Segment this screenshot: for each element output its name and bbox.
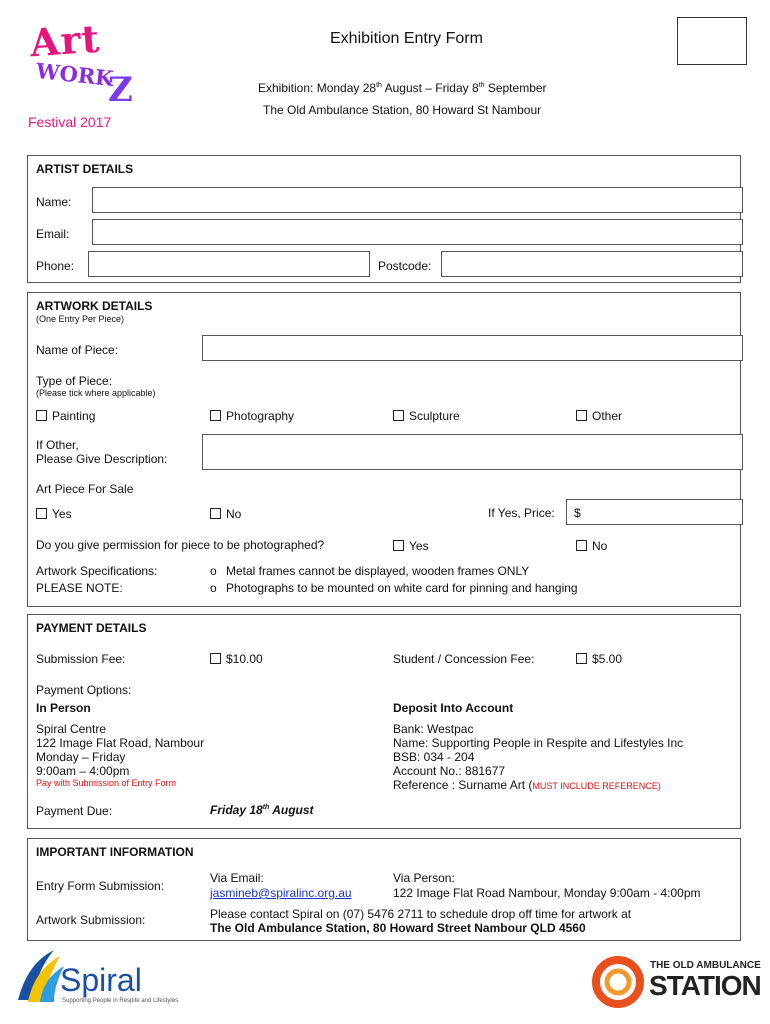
person-line-3: Monday – Friday: [36, 750, 126, 764]
entry-submission-label: Entry Form Submission:: [36, 879, 165, 893]
in-person-heading: In Person: [36, 701, 91, 715]
painting-label: Painting: [52, 409, 96, 423]
logo-z: Z: [108, 70, 133, 110]
important-heading: IMPORTANT INFORMATION: [36, 845, 194, 859]
photography-label: Photography: [226, 409, 295, 423]
for-sale-no-label: No: [226, 507, 242, 521]
for-sale-yes-label: Yes: [52, 507, 72, 521]
phone-field[interactable]: [88, 251, 370, 277]
concession-fee-checkbox[interactable]: [576, 653, 587, 664]
email-link[interactable]: jasmineb@spiralinc.org.au: [210, 886, 352, 900]
important-info-section: [27, 838, 741, 941]
tick-note: (Please tick where applicable): [36, 388, 156, 398]
due-b: August: [269, 803, 314, 817]
artist-heading: ARTIST DETAILS: [36, 162, 134, 176]
if-other-label-1: If Other,: [36, 438, 79, 452]
logo-art: Art: [28, 15, 102, 66]
permission-question: Do you give permission for piece to be photographed?: [36, 538, 325, 552]
payment-due-value: [210, 803, 314, 817]
phone-label: Phone:: [36, 259, 75, 273]
payment-due-label: Payment Due:: [36, 804, 113, 818]
other-description-field[interactable]: [202, 434, 743, 470]
submission-fee-label: Submission Fee:: [36, 652, 126, 666]
logo-festival: Festival 2017: [28, 114, 112, 130]
permission-yes-checkbox[interactable]: [393, 540, 404, 551]
payment-options-label: Payment Options:: [36, 683, 132, 697]
concession-fee-value: $5.00: [592, 652, 623, 666]
for-sale-yes-option[interactable]: [36, 507, 72, 521]
dates-suffix: September: [484, 81, 547, 95]
other-checkbox[interactable]: [576, 410, 587, 421]
for-sale-no-option[interactable]: [210, 507, 241, 521]
exhibition-dates: [258, 81, 547, 95]
due-sup: th: [262, 804, 270, 811]
artwork-details-section: [27, 292, 741, 607]
please-note-label: PLEASE NOTE:: [36, 581, 123, 595]
spiral-swirl-icon: [14, 948, 66, 1006]
artist-details-section: [27, 155, 741, 283]
due-a: Friday 18: [210, 803, 263, 817]
reference-line: [393, 778, 661, 792]
type-sculpture-option[interactable]: [393, 409, 460, 423]
price-label: If Yes, Price:: [488, 506, 555, 520]
spiral-tagline: Supporting People in Respite and Lifestyles: [62, 998, 179, 1004]
concession-fee-option[interactable]: [576, 652, 622, 666]
venue: The Old Ambulance Station, 80 Howard St Nambour: [263, 103, 542, 117]
permission-no-checkbox[interactable]: [576, 540, 587, 551]
payment-details-section: [27, 614, 741, 829]
dates-mid: August – Friday 8: [381, 81, 479, 95]
permission-no-label: No: [592, 539, 608, 553]
deposit-heading: Deposit Into Account: [393, 701, 514, 715]
type-photography-option[interactable]: [210, 409, 294, 423]
dates-prefix: Exhibition: Monday 28: [258, 81, 377, 95]
reference-text: Reference : Surname Art (: [393, 778, 533, 792]
sculpture-checkbox[interactable]: [393, 410, 404, 421]
bank-line-2: Name: Supporting People in Respite and Lifestyles Inc: [393, 736, 684, 750]
via-person-label: Via Person:: [393, 871, 455, 885]
type-piece-label: Type of Piece:: [36, 374, 113, 388]
spec-text-1: Metal frames cannot be displayed, wooden frames ONLY: [226, 564, 530, 578]
type-other-option[interactable]: [576, 409, 622, 423]
bank-line-4: Account No.: 881677: [393, 764, 506, 778]
name-piece-label: Name of Piece:: [36, 343, 119, 357]
postcode-label: Postcode:: [378, 259, 432, 273]
for-sale-label: Art Piece For Sale: [36, 482, 134, 496]
person-note: Pay with Submission of Entry Form: [36, 778, 177, 788]
submission-fee-value: $10.00: [226, 652, 263, 666]
concession-label: Student / Concession Fee:: [393, 652, 535, 666]
photography-checkbox[interactable]: [210, 410, 221, 421]
permission-no-option[interactable]: [576, 539, 607, 553]
name-piece-field[interactable]: [202, 335, 743, 361]
station-line-2: STATION: [649, 970, 761, 1001]
for-sale-yes-checkbox[interactable]: [36, 508, 47, 519]
payment-heading: PAYMENT DETAILS: [36, 621, 147, 635]
sup-th: th: [376, 82, 382, 89]
station-line-1: THE OLD AMBULANCE: [650, 960, 761, 971]
submission-fee-option[interactable]: [210, 652, 263, 666]
logo-work: WORK: [34, 58, 115, 91]
if-other-label-2: Please Give Description:: [36, 452, 168, 466]
festival-logo: [28, 15, 143, 133]
price-field[interactable]: [566, 499, 743, 525]
permission-yes-label: Yes: [409, 539, 429, 553]
spec-label: Artwork Specifications:: [36, 564, 158, 578]
person-address: 122 Image Flat Road Nambour, Monday 9:00am - 4:00pm: [393, 886, 701, 900]
permission-yes-option[interactable]: [393, 539, 429, 553]
spiral-logo: [14, 948, 189, 1008]
name-label: Name:: [36, 195, 72, 209]
bank-line-3: BSB: 034 - 204: [393, 750, 475, 764]
submission-fee-checkbox[interactable]: [210, 653, 221, 664]
sculpture-label: Sculpture: [409, 409, 460, 423]
page-title: Exhibition Entry Form: [330, 30, 483, 47]
name-field[interactable]: [92, 187, 743, 213]
bullet-2: o: [210, 581, 217, 595]
reference-note: MUST INCLUDE REFERENCE): [532, 781, 661, 791]
spec-item-1: [210, 564, 529, 578]
email-field[interactable]: [92, 219, 743, 245]
office-use-box: [677, 17, 747, 65]
spec-text-2: Photographs to be mounted on white card for pinning and hanging: [226, 581, 578, 595]
artwork-heading: ARTWORK DETAILS: [36, 299, 153, 313]
sup-th-2: th: [478, 82, 485, 89]
bullet-1: o: [210, 564, 217, 578]
spiral-wordmark: Spiral: [60, 962, 142, 998]
via-email-label: Via Email:: [210, 871, 264, 885]
contact-text: Please contact Spiral on (07) 5476 2711 to schedule drop off time for artwork at: [210, 907, 632, 921]
station-circle-icon: [592, 956, 644, 1008]
artwork-subheading: (One Entry Per Piece): [36, 314, 125, 324]
person-line-2: 122 Image Flat Road, Nambour: [36, 736, 205, 750]
bank-line-1: Bank: Westpac: [393, 722, 474, 736]
dropoff-address: The Old Ambulance Station, 80 Howard Street Nambour QLD 4560: [210, 921, 586, 935]
person-line-4: 9:00am – 4:00pm: [36, 764, 130, 778]
ambulance-station-logo: [592, 954, 761, 1010]
artwork-submission-label: Artwork Submission:: [36, 913, 146, 927]
email-label: Email:: [36, 227, 70, 241]
for-sale-no-checkbox[interactable]: [210, 508, 221, 519]
other-label: Other: [592, 409, 623, 423]
person-line-1: Spiral Centre: [36, 722, 107, 736]
currency-symbol: $: [574, 506, 581, 520]
spec-item-2: [210, 581, 578, 595]
painting-checkbox[interactable]: [36, 410, 47, 421]
type-painting-option[interactable]: [36, 409, 95, 423]
postcode-field[interactable]: [441, 251, 743, 277]
